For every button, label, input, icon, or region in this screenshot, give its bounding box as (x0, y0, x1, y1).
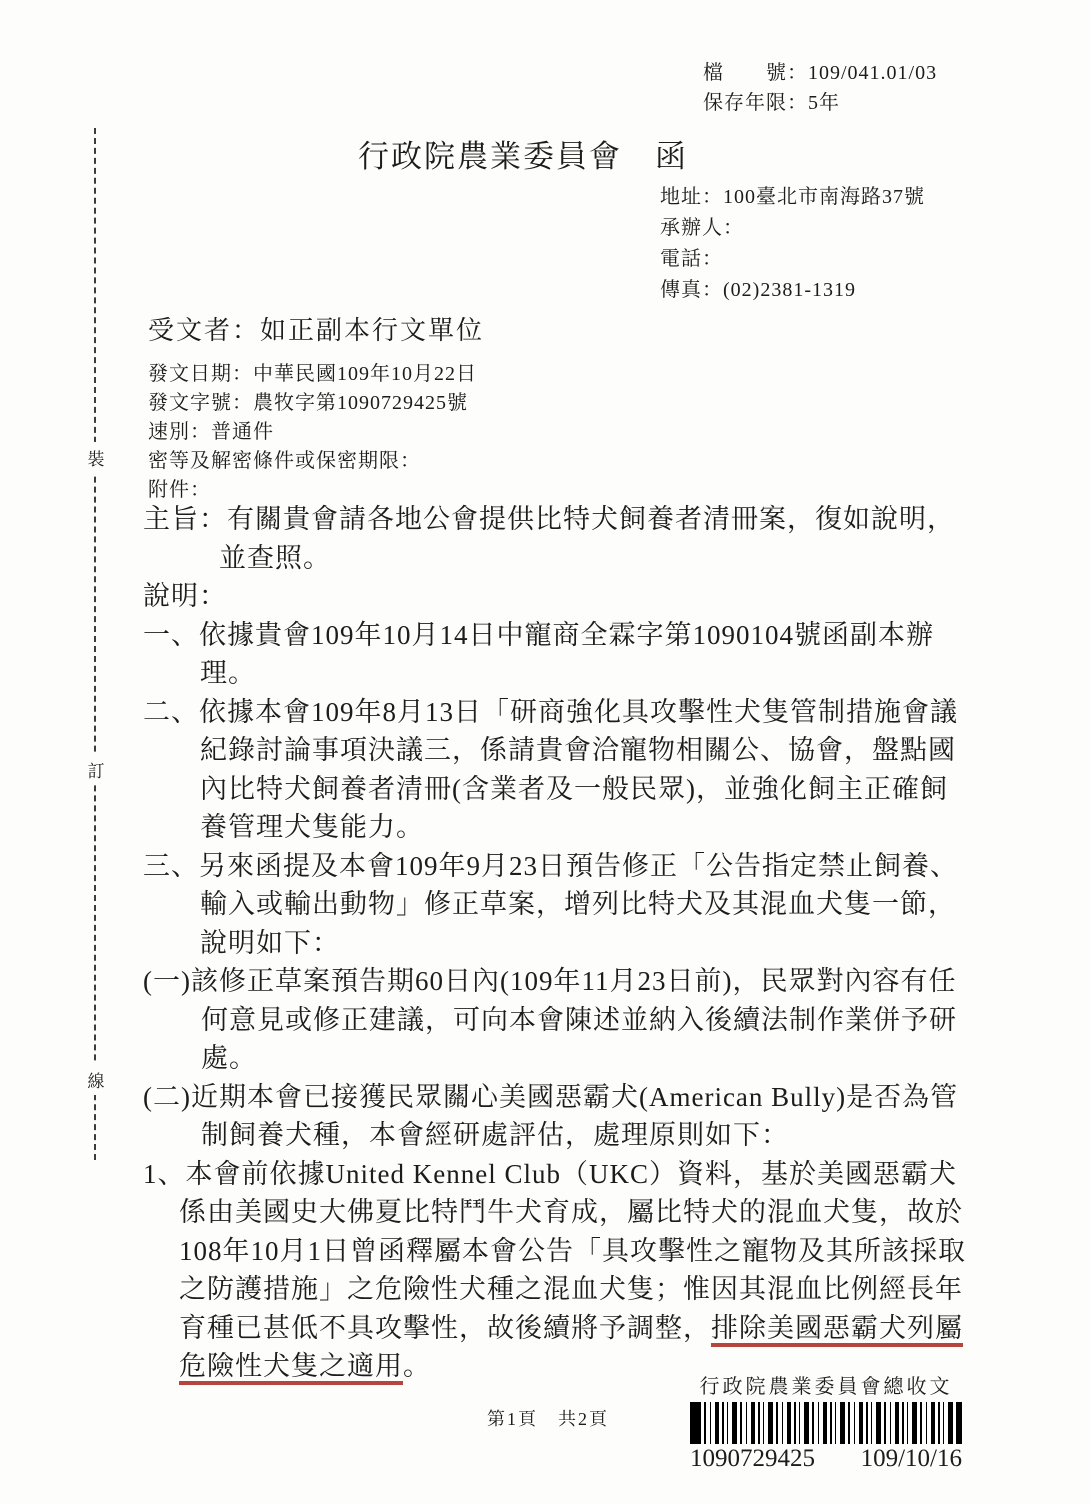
file-info-block (703, 58, 937, 118)
item-2-text: 依據本會109年8月13日「研商強化具攻擊性犬隻管制措施會議紀錄討論事項決議三，係請貴會洽寵物相關公、協會，盤點國內比特犬飼養者清冊(含業者及一般民眾)，並強化飼主正確飼養管理犬隻能力。 (199, 696, 958, 842)
receipt-barcode (690, 1402, 962, 1444)
dispatch-date-line: 發文日期：中華民國109年10月22日 (148, 363, 477, 385)
explanation-label: 說明： (143, 581, 227, 611)
retention-period-line: 保存年限：5年 (703, 92, 840, 114)
receipt-number: 1090729425 (690, 1445, 815, 1472)
binding-dashed-line (94, 128, 96, 1160)
sub-item-2-label: (二) (143, 1081, 191, 1112)
receipt-stamp-numbers (690, 1445, 962, 1473)
sub-item-1-label: (一) (143, 966, 191, 996)
agency-address-line: 地址：100臺北市南海路37號 (660, 186, 925, 208)
sub-sub-item-1 (143, 1155, 971, 1386)
receipt-stamp (690, 1370, 962, 1473)
document-title: 行政院農業委員會 函 (358, 139, 688, 174)
contact-fax-line: 傳真：(02)2381-1319 (660, 279, 856, 301)
item-1-label: 一、 (143, 619, 199, 650)
explanation-item-1 (143, 616, 971, 693)
sub-item-2-text: 近期本會已接獲民眾關心美國惡霸犬(American Bully)是否為管制飼養犬種，本會經研處評估，處理原則如下： (190, 1081, 959, 1150)
item-3-label: 三、 (143, 850, 199, 881)
item-1-text: 依據貴會109年10月14日中寵商全霖字第1090104號函副本辦理。 (199, 619, 934, 688)
sub-item-1-text: 該修正草案預告期60日內(109年11月23日前)，民眾對內容有任何意見或修正建議，可向本會陳述並納入後續法制作業併予研處。 (190, 966, 957, 1073)
subject-paragraph (143, 500, 971, 577)
sub-sub-item-1-label: 1、 (143, 1158, 186, 1189)
contact-person-line: 承辦人： (660, 217, 744, 239)
receipt-date: 109/10/16 (860, 1445, 962, 1472)
item-2-label: 二、 (143, 696, 199, 727)
explanation-item-2 (143, 693, 971, 847)
dispatch-meta-block (148, 360, 477, 505)
explanation-item-3 (143, 847, 971, 963)
item-3-text: 另來函提及本會109年9月23日預告修正「公告指定禁止飼養、輸入或輸出動物」修正草案，增列比特犬及其混血犬隻一節，說明如下： (199, 850, 958, 958)
sub-sub-item-1-period: 。 (403, 1351, 431, 1381)
receipt-stamp-title: 行政院農業委員會總收文 (699, 1376, 953, 1398)
file-number-line: 檔 號：109/041.01/03 (703, 62, 938, 84)
binding-mark-zhuang: 裝 (85, 442, 107, 473)
binding-mark-xian: 線 (85, 1064, 107, 1095)
sub-sub-item-1-text: 本會前依據United Kennel Club（UKC）資料，基於美國惡霸犬係由美國史大佛夏比特鬥牛犬育成，屬比特犬的混血犬隻，故於108年10月1日曾函釋屬本會公告「具攻擊性之寵物及其所該採取之防護措施」之危險性犬種之混血犬隻；惟因其混血比例經長年育種已甚低不具攻擊性，故後續將予調整， (179, 1158, 966, 1343)
red-underlined-text: 排除美國惡霸犬列屬危險性犬隻之適用 (179, 1312, 963, 1381)
letter-body (143, 500, 971, 1386)
sub-item-1 (143, 962, 971, 1078)
attachment-line: 附件： (148, 479, 211, 501)
sub-item-2 (143, 1078, 971, 1155)
subject-text: 有關貴會請各地公會提供比特犬飼養者清冊案，復如說明，並查照。 (219, 504, 955, 573)
dispatch-number-line: 發文字號：農牧字第1090729425號 (148, 392, 468, 414)
subject-label: 主旨： (143, 504, 227, 534)
agency-contact-block (660, 182, 925, 306)
page-number: 第1頁 共2頁 (487, 1409, 609, 1429)
recipient-line: 受文者：如正副本行文單位 (148, 316, 485, 345)
speed-class-line: 速別：普通件 (148, 421, 274, 443)
security-class-line: 密等及解密條件或保密期限： (148, 450, 421, 472)
contact-phone-line: 電話： (660, 248, 723, 270)
binding-mark-ding: 訂 (85, 754, 107, 785)
